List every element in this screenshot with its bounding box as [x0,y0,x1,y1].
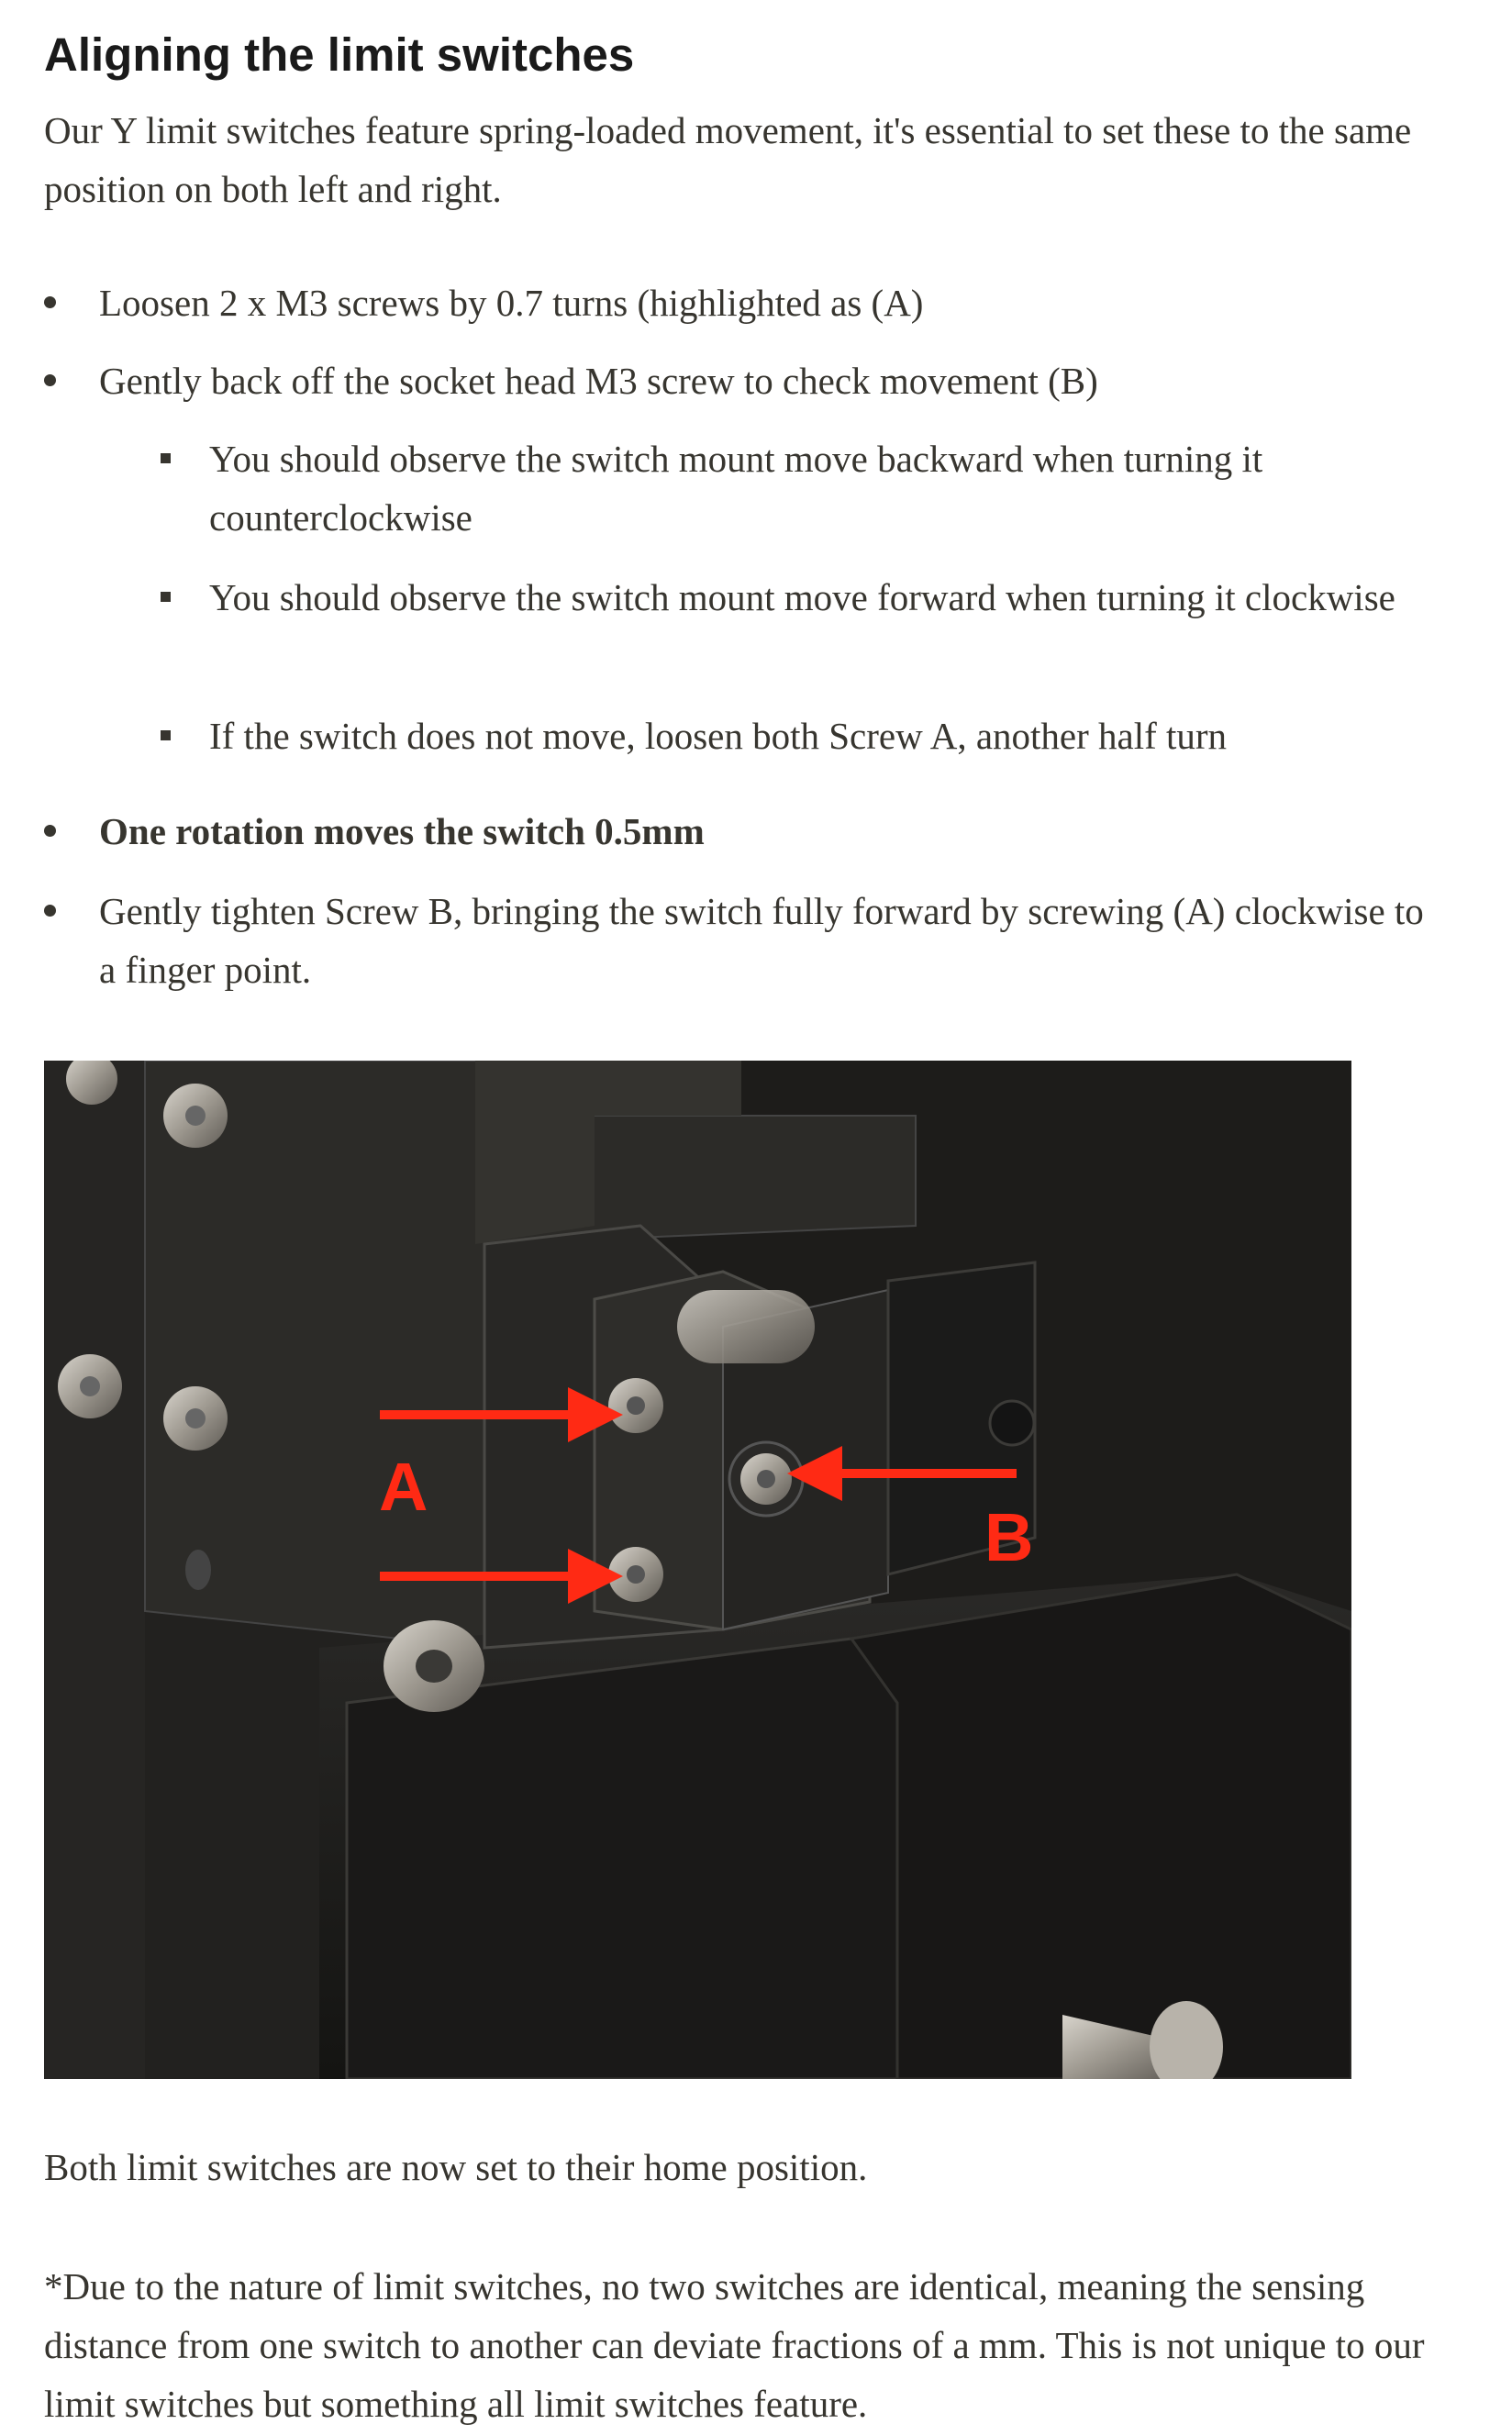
label-b: B [984,1499,1034,1575]
intro-paragraph: Our Y limit switches feature spring-loaded movement, it's essential to set these to the same position on both left and right. [44,109,1412,210]
section-heading: Aligning the limit switches [44,28,635,81]
conclusion-paragraph: Both limit switches are now set to their home position. [44,2146,868,2188]
list-item: Gently tighten Screw B, bringing the switch fully forward by screwing (A) clockwise to a finger point. [99,882,1439,999]
bullet-icon [44,374,56,386]
square-bullet-icon [161,730,171,740]
list-item: Gently back off the socket head M3 screw to check movement (B) [99,351,1439,410]
bullet-icon [44,825,56,837]
bullet-icon [44,296,56,308]
label-a: A [379,1449,428,1525]
bullet-icon [44,905,56,917]
square-bullet-icon [161,592,171,602]
sub-list-item: You should observe the switch mount move backward when turning it counterclockwise [209,429,1439,547]
square-bullet-icon [161,453,171,463]
list-item: Loosen 2 x M3 screws by 0.7 turns (highlighted as (A) [99,273,1439,332]
sub-list-item: You should observe the switch mount move forward when turning it clockwise [209,568,1439,627]
sub-list-item: If the switch does not move, loosen both Screw A, another half turn [209,706,1439,765]
limit-switch-figure [44,1061,1351,2079]
list-item: One rotation moves the switch 0.5mm [99,802,1439,861]
note-paragraph: *Due to the nature of limit switches, no two switches are identical, meaning the sensing distance from one switch to another can deviate fractions of a mm. This is not unique to our limit switches but something all limit switches feature. [44,2265,1425,2425]
